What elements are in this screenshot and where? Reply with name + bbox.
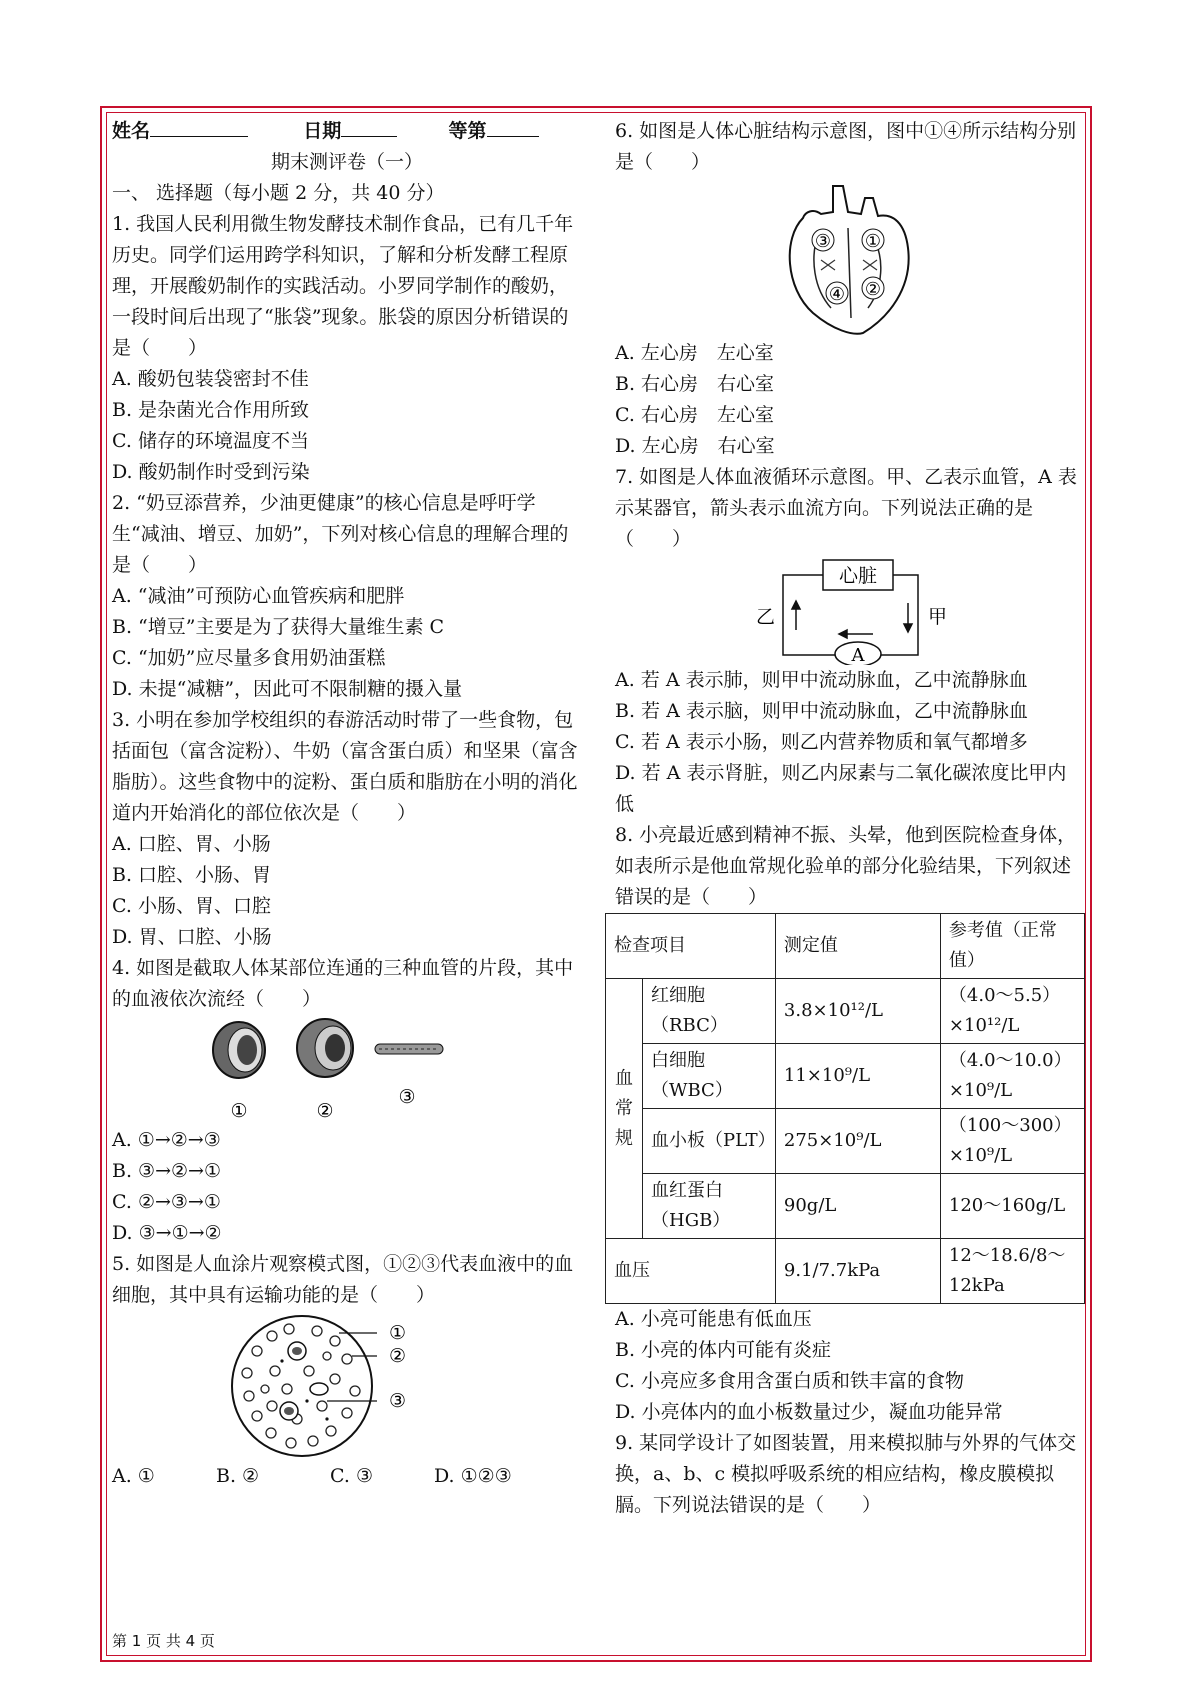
q1-option-d[interactable]: D. 酸奶制作时受到污染 (112, 461, 310, 483)
bp-item: 血压 (606, 1239, 776, 1304)
table-header-row (606, 914, 1085, 979)
q8-stem: 8. 小亮最近感到精神不振、头晕，他到医院检查身体，如表所示是他血常规化验单的部分化验结果，下列叙述错误的是（ ） (615, 824, 1077, 908)
q6-stem: 6. 如图是人体心脏结构示意图，图中①④所示结构分别是（ ） (615, 120, 1077, 173)
vessel-3-image (375, 1044, 443, 1054)
row-item: 血小板（PLT） (643, 1109, 776, 1174)
exam-title: 期末测评卷（一） (270, 151, 423, 173)
row-item: 白细胞（WBC） (643, 1044, 776, 1109)
date-label: 日期 (303, 120, 342, 142)
vessel-jia-label: 甲 (927, 606, 947, 628)
vessel-2-image (297, 1019, 353, 1077)
q7-option-c[interactable]: C. 若 A 表示小肠，则乙内营养物质和氧气都增多 (615, 731, 1028, 753)
organ-a-label: A (851, 645, 864, 665)
table-row (606, 1109, 1085, 1174)
smear-label-2: ② (389, 1345, 407, 1367)
smear-label-3: ③ (389, 1390, 407, 1412)
row-reference: （4.0～10.0）×10⁹/L (940, 1044, 1084, 1109)
question-3 (112, 705, 582, 953)
q1-stem: 1. 我国人民利用微生物发酵技术制作食品，已有几千年历史。同学们运用跨学科知识，了解和分析发酵工程原理，开展酸奶制作的实践活动。小罗同学制作的酸奶，一段时间后出现了“胀袋”现象。胀袋的原因分析错误的是（ ） (112, 213, 574, 359)
blood-test-table (605, 913, 1085, 1304)
q4-option-c[interactable]: C. ②→③→① (112, 1191, 221, 1213)
q5-option-d[interactable]: D. ①②③ (434, 1465, 512, 1487)
question-4 (112, 953, 582, 1249)
right-column (615, 116, 1080, 1521)
q8-option-a[interactable]: A. 小亮可能患有低血压 (615, 1308, 812, 1330)
q3-option-d[interactable]: D. 胃、口腔、小肠 (112, 926, 272, 948)
table-row (606, 1044, 1085, 1109)
q8-option-d[interactable]: D. 小亮体内的血小板数量过少，凝血功能异常 (615, 1401, 1003, 1423)
question-9 (615, 1428, 1080, 1521)
left-column (112, 116, 582, 1492)
q7-stem: 7. 如图是人体血液循环示意图。甲、乙表示血管，A 表示某器官，箭头表示血流方向。下列说法正确的是 （ ） (615, 466, 1077, 550)
q8-option-b[interactable]: B. 小亮的体内可能有炎症 (615, 1339, 832, 1361)
grade-blank[interactable] (487, 116, 539, 137)
vessel-label-3: ③ (398, 1086, 416, 1108)
row-reference: （100～300）×10⁹/L (940, 1109, 1084, 1174)
page-footer: 第 1 页 共 4 页 (112, 1632, 215, 1650)
section-title: 一、 选择题（每小题 2 分，共 40 分） (112, 182, 445, 204)
flow-arrows (792, 601, 912, 638)
bp-value: 9.1/7.7kPa (775, 1239, 940, 1304)
q2-option-c[interactable]: C. “加奶”应尽量多食用奶油蛋糕 (112, 647, 386, 669)
circulation-figure (748, 555, 948, 665)
heart-label-4: ④ (828, 284, 845, 305)
question-7 (615, 462, 1080, 820)
row-reference: 120～160g/L (940, 1174, 1084, 1239)
q2-stem: 2. “奶豆添营养，少油更健康”的核心信息是呼吁学生“减油、增豆、加奶”，下列对核心信息的理解合理的是（ ） (112, 492, 569, 576)
vessel-label-1: ① (230, 1100, 248, 1122)
row-value: 90g/L (775, 1174, 940, 1239)
blood-vessels-figure (197, 1015, 497, 1125)
q5-options-row (112, 1461, 582, 1492)
question-1 (112, 209, 582, 488)
header-value: 测定值 (775, 914, 940, 979)
q5-option-a[interactable]: A. ① (112, 1465, 155, 1487)
name-label: 姓名 (112, 120, 151, 142)
smear-circle (232, 1316, 372, 1456)
q8-option-c[interactable]: C. 小亮应多食用含蛋白质和铁丰富的食物 (615, 1370, 964, 1392)
q7-option-d[interactable]: D. 若 A 表示肾脏，则乙内尿素与二氧化碳浓度比甲内低 (615, 762, 1067, 815)
name-blank[interactable] (150, 116, 248, 137)
question-5 (112, 1249, 582, 1492)
heart-label-3: ③ (814, 231, 831, 252)
heart-label-1: ① (864, 231, 881, 252)
header-item: 检查项目 (606, 914, 776, 979)
row-reference: （4.0～5.5）×10¹²/L (940, 979, 1084, 1044)
row-item: 血红蛋白（HGB） (643, 1174, 776, 1239)
q4-stem: 4. 如图是截取人体某部位连通的三种血管的片段，其中的血液依次流经（ ） (112, 957, 574, 1010)
q6-option-a[interactable]: A. 左心房 左心室 (615, 342, 774, 364)
q1-option-b[interactable]: B. 是杂菌光合作用所致 (112, 399, 310, 421)
table-row (606, 1174, 1085, 1239)
blood-smear-figure (227, 1311, 467, 1461)
q6-option-c[interactable]: C. 右心房 左心室 (615, 404, 774, 426)
row-item: 红细胞（RBC） (643, 979, 776, 1044)
heart-box-label: 心脏 (838, 565, 877, 587)
student-info-line (112, 116, 582, 147)
q9-stem: 9. 某同学设计了如图装置，用来模拟肺与外界的气体交换，a、b、c 模拟呼吸系统的相应结构，橡皮膜模拟膈。下列说法错误的是（ ） (615, 1432, 1077, 1516)
q1-option-a[interactable]: A. 酸奶包装袋密封不佳 (112, 368, 309, 390)
header-reference: 参考值（正常值） (940, 914, 1084, 979)
q7-option-b[interactable]: B. 若 A 表示脑，则甲中流动脉血，乙中流静脉血 (615, 700, 1028, 722)
q2-option-b[interactable]: B. “增豆”主要是为了获得大量维生素 C (112, 616, 445, 638)
question-8 (615, 820, 1080, 1428)
q5-stem: 5. 如图是人血涂片观察模式图，①②③代表血液中的血细胞，其中具有运输功能的是（ ） (112, 1253, 574, 1306)
table-row (606, 979, 1085, 1044)
heart-figure (773, 178, 923, 338)
q6-option-b[interactable]: B. 右心房 右心室 (615, 373, 775, 395)
q3-stem: 3. 小明在参加学校组织的春游活动时带了一些食物，包括面包（富含淀粉）、牛奶（富含蛋白质）和坚果（富含脂肪）。这些食物中的淀粉、蛋白质和脂肪在小明的消化道内开始消化的部位依次是（ ） (112, 709, 578, 824)
question-2 (112, 488, 582, 705)
heart-label-2: ② (864, 279, 881, 300)
row-value: 3.8×10¹²/L (775, 979, 940, 1044)
smear-label-1: ① (389, 1322, 407, 1344)
q2-option-a[interactable]: A. “减油”可预防心血管疾病和肥胖 (112, 585, 405, 607)
row-value: 11×10⁹/L (775, 1044, 940, 1109)
q3-option-a[interactable]: A. 口腔、胃、小肠 (112, 833, 271, 855)
date-blank[interactable] (341, 116, 397, 137)
q7-option-a[interactable]: A. 若 A 表示肺，则甲中流动脉血，乙中流静脉血 (615, 669, 1028, 691)
bp-reference: 12～18.6/8～12kPa (940, 1239, 1084, 1304)
q5-option-b[interactable]: B. ② (216, 1465, 260, 1487)
q5-option-c[interactable]: C. ③ (330, 1465, 373, 1487)
q3-option-c[interactable]: C. 小肠、胃、口腔 (112, 895, 271, 917)
question-6 (615, 116, 1080, 462)
grade-label: 等第 (448, 120, 487, 142)
q4-option-b[interactable]: B. ③→②→① (112, 1160, 221, 1182)
q4-option-d[interactable]: D. ③→①→② (112, 1222, 222, 1244)
q2-option-d[interactable]: D. 未提“减糖”，因此可不限制糖的摄入量 (112, 678, 463, 700)
vessel-label-2: ② (316, 1100, 334, 1122)
blood-routine-group-label: 血常规 (606, 979, 643, 1239)
row-value: 275×10⁹/L (775, 1109, 940, 1174)
vessel-yi-label: 乙 (755, 606, 775, 628)
vessel-1-image (213, 1022, 265, 1078)
q6-option-d[interactable]: D. 左心房 右心室 (615, 435, 775, 457)
q3-option-b[interactable]: B. 口腔、小肠、胃 (112, 864, 272, 886)
q1-option-c[interactable]: C. 储存的环境温度不当 (112, 430, 309, 452)
q4-option-a[interactable]: A. ①→②→③ (112, 1129, 221, 1151)
table-row (606, 1239, 1085, 1304)
